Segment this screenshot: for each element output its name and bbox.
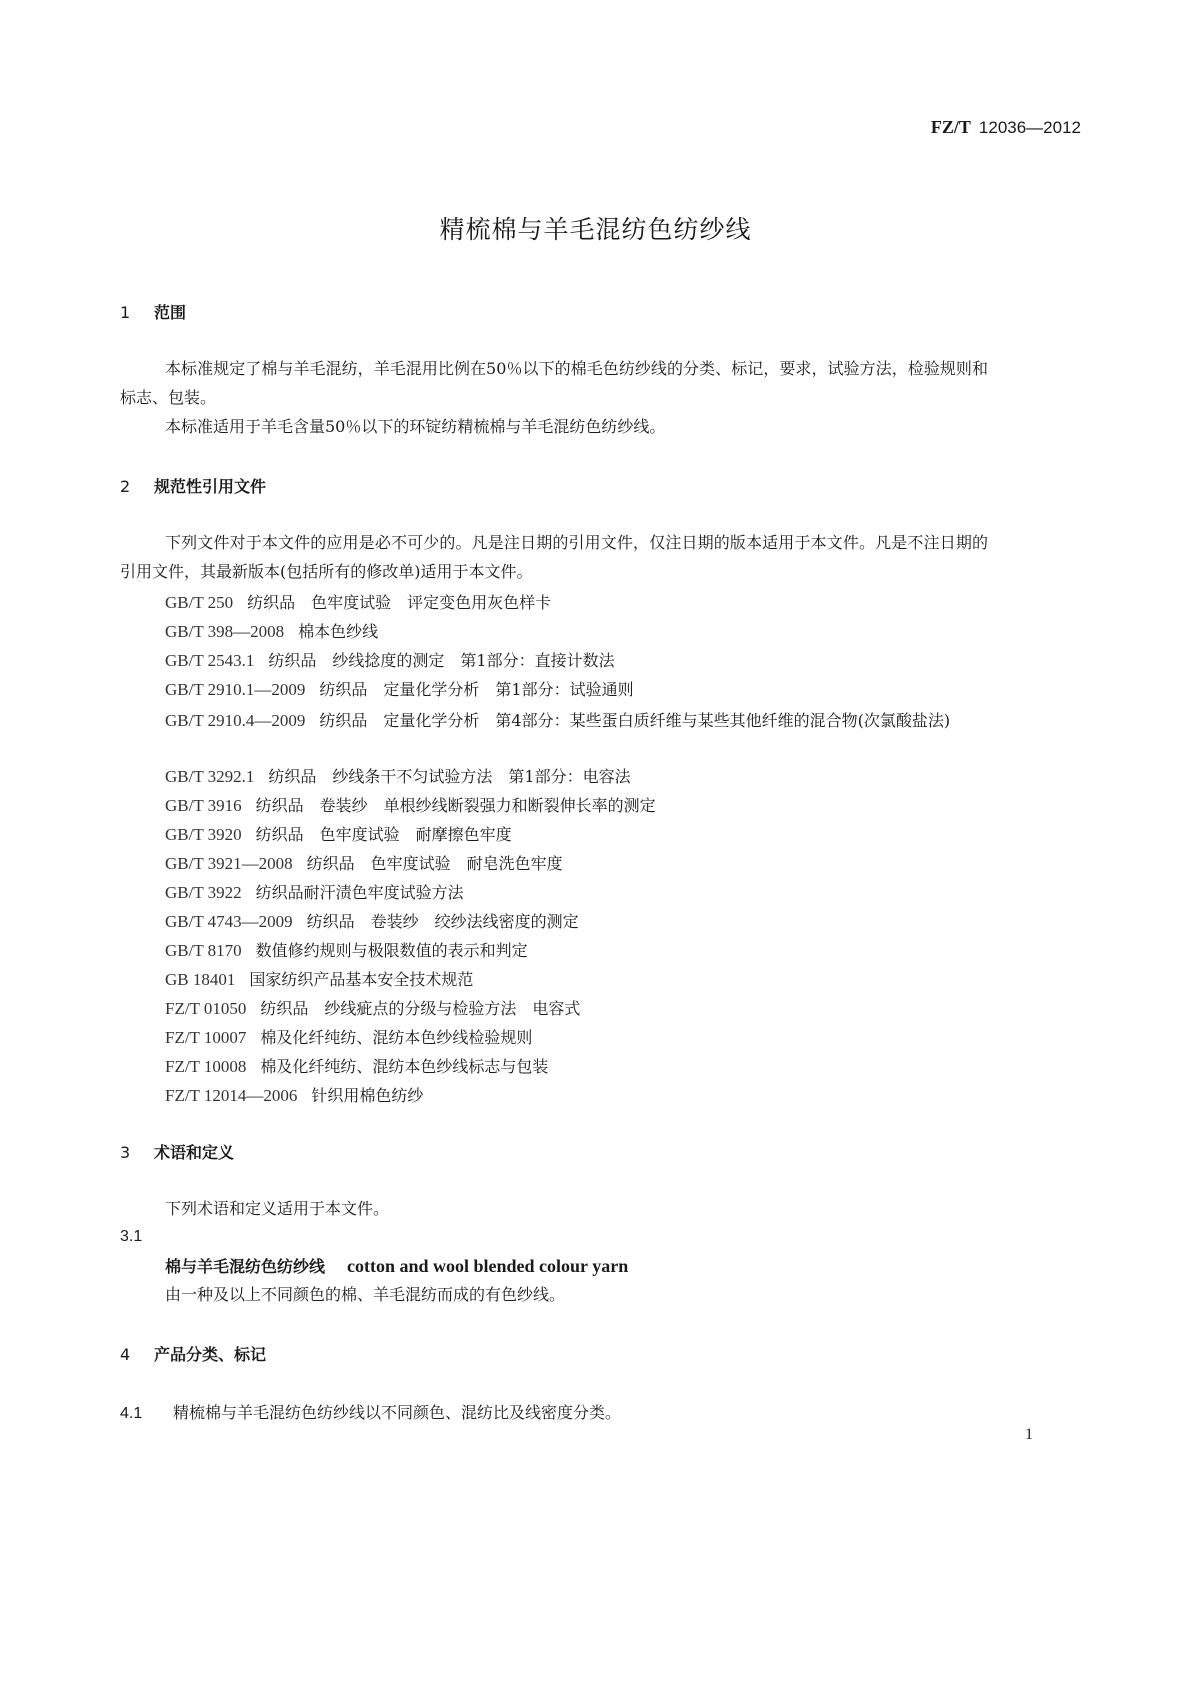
reference-title: 纺织品 色牢度试验 耐皂洗色牢度 [306,854,563,873]
term-number: 3.1 [120,1228,143,1245]
reference-item [165,851,563,874]
reference-title: 纺织品 纱线疵点的分级与检验方法 电容式 [260,999,581,1018]
reference-item [120,706,988,735]
reference-code: FZ/T 10008 [165,1057,247,1076]
reference-item [165,996,580,1019]
reference-title: 纺织品 色牢度试验 耐摩擦色牢度 [255,825,512,844]
reference-code: GB/T 2910.1—2009 [165,680,306,699]
reference-code: FZ/T 10007 [165,1028,247,1047]
reference-code: GB/T 4743—2009 [165,912,293,931]
reference-code: FZ/T 01050 [165,999,247,1018]
reference-title: 棉及化纤纯纺、混纺本色纱线标志与包装 [260,1057,549,1076]
reference-title: 纺织品 卷装纱 绞纱法线密度的测定 [306,912,579,931]
reference-code: GB/T 3921—2008 [165,854,293,873]
reference-code: FZ/T 12014—2006 [165,1086,298,1105]
reference-item [165,619,378,642]
section-3-heading [120,1140,234,1163]
section-number: 4 [120,1345,131,1364]
reference-code: GB 18401 [165,970,236,989]
reference-title: 数值修约规则与极限数值的表示和判定 [255,941,528,960]
reference-title: 纺织品 纱线条干不匀试验方法 第1部分：电容法 [268,767,631,786]
reference-code: GB/T 3920 [165,825,242,844]
section-title: 产品分类、标记 [154,1345,267,1364]
document-title: 精梳棉与羊毛混纺色纺纱线 [439,215,752,244]
term-english: cotton and wool blended colour yarn [347,1256,629,1276]
section-title: 规范性引用文件 [154,477,267,496]
reference-title: 纺织品 纱线捻度的测定 第1部分：直接计数法 [268,651,615,670]
reference-item [165,1025,532,1048]
reference-item [165,1054,548,1077]
term-entry [165,1254,628,1277]
section-1-heading [120,300,186,323]
section-title: 范围 [154,303,187,322]
references-intro: 下列文件对于本文件的应用是必不可少的。凡是注日期的引用文件，仅注日期的版本适用于本文件。凡是不注日期的引用文件，其最新版本(包括所有的修改单)适用于本文件。 [120,533,988,581]
reference-item [165,880,464,903]
clause-text: 精梳棉与羊毛混纺色纺纱线以不同颜色、混纺比及线密度分类。 [173,1403,622,1422]
reference-title: 棉及化纤纯纺、混纺本色纱线检验规则 [260,1028,533,1047]
reference-item [165,677,634,700]
reference-code: GB/T 3922 [165,883,242,902]
reference-item [165,938,528,961]
section-number: 3 [120,1143,131,1162]
reference-title: 纺织品 色牢度试验 评定变色用灰色样卡 [247,593,552,612]
reference-title: 针织用棉色纺纱 [311,1086,424,1105]
reference-code: GB/T 2910.4—2009 [165,711,306,730]
section-2-heading [120,474,266,497]
reference-item [165,909,579,932]
reference-code: GB/T 250 [165,593,234,612]
terms-intro: 下列术语和定义适用于本文件。 [165,1199,390,1218]
reference-item [165,1083,423,1106]
scope-paragraph-1: 本标准规定了棉与羊毛混纺，羊毛混用比例在50％以下的棉毛色纺纱线的分类、标记，要求，试验方法，检验规则和标志、包装。 [120,359,988,407]
scope-paragraph-2: 本标准适用于羊毛含量50％以下的环锭纺精梳棉与羊毛混纺色纺纱线。 [165,417,666,436]
reference-title: 棉本色纱线 [298,622,379,641]
reference-item [165,590,551,613]
reference-item [165,648,615,671]
reference-item [165,967,473,990]
section-number: 2 [120,477,131,496]
standard-prefix: FZ/T [930,117,971,137]
reference-title: 纺织品 定量化学分析 第4部分：某些蛋白质纤维与某些其他纤维的混合物(次氯酸盐法) [319,711,951,730]
term-definition: 由一种及以上不同颜色的棉、羊毛混纺而成的有色纱线。 [165,1285,566,1304]
reference-title: 纺织品耐汗渍色牢度试验方法 [255,883,464,902]
clause-4-1 [120,1400,621,1423]
section-4-heading [120,1342,266,1365]
reference-code: GB/T 8170 [165,941,242,960]
term-chinese: 棉与羊毛混纺色纺纱线 [165,1257,326,1276]
section-title: 术语和定义 [154,1143,235,1162]
standard-code: 12036—2012 [978,118,1081,137]
reference-title: 国家纺织产品基本安全技术规范 [249,970,474,989]
reference-code: GB/T 3292.1 [165,767,255,786]
reference-title: 纺织品 定量化学分析 第1部分：试验通则 [319,680,634,699]
reference-code: GB/T 2543.1 [165,651,255,670]
reference-item [165,822,512,845]
page-number: 1 [1025,1426,1033,1443]
reference-item [165,764,631,787]
reference-title: 纺织品 卷装纱 单根纱线断裂强力和断裂伸长率的测定 [255,796,656,815]
clause-number: 4.1 [120,1405,143,1422]
reference-code: GB/T 398—2008 [165,622,285,641]
reference-item [165,793,656,816]
section-number: 1 [120,303,131,322]
standard-number [931,117,1081,138]
reference-code: GB/T 3916 [165,796,242,815]
